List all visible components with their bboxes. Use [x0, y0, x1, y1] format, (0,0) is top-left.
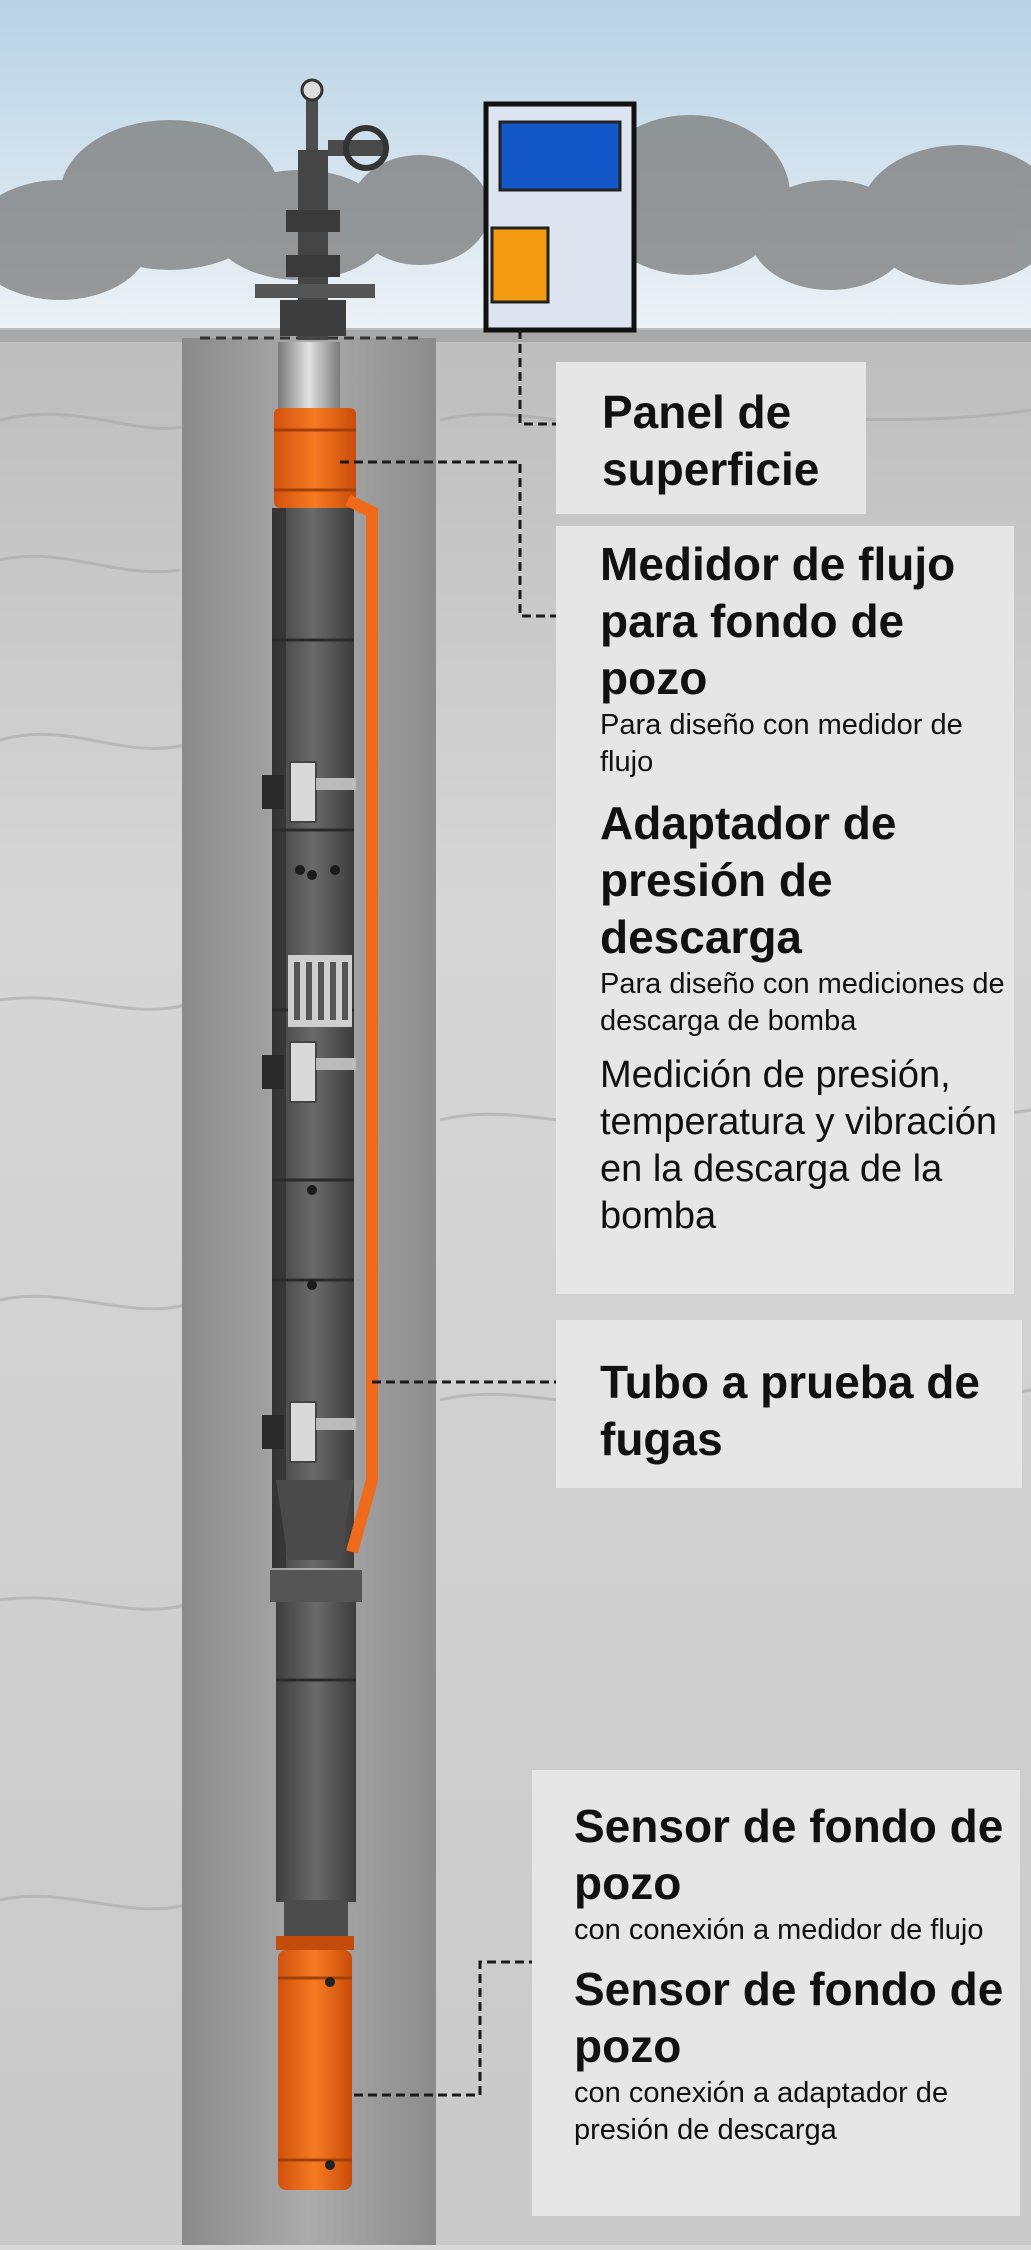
medidor-flujo-title: Medidor de flujo para fondo de pozo [600, 538, 956, 704]
tubo-fugas-title: Tubo a prueba de fugas [600, 1356, 980, 1465]
sensor-descarga-title: Sensor de fondo de pozo [574, 1963, 1004, 2072]
surface-panel-icon [486, 104, 634, 330]
sensor-flujo-subtitle: con conexión a medidor de flujo [574, 1914, 984, 1946]
label-tubo-fugas [556, 1320, 1022, 1488]
motor-base [284, 1900, 348, 1936]
panel-superficie-title: Panel de superficie [602, 386, 820, 495]
flow-meter [274, 408, 356, 508]
tubing-top [278, 342, 340, 414]
downhole-sensor [278, 1950, 352, 2190]
pressure-gauge-icon [302, 80, 322, 100]
label-medidor-adaptador [556, 526, 1014, 1294]
medidor-flujo-subtitle: Para diseño con medidor de flujo [600, 709, 963, 778]
motor [276, 1602, 356, 1902]
adaptador-presion-title: Adaptador de presión de descarga [600, 797, 897, 963]
sensor-descarga-subtitle: con conexión a adaptador de presión de descarga [574, 2077, 949, 2146]
adaptador-presion-description: Medición de presión, temperatura y vibración en la descarga de la bomba [600, 1054, 998, 1237]
seal-collar [270, 1570, 362, 1602]
adaptador-presion-subtitle: Para diseño con mediciones de descarga de bomba [600, 968, 1005, 1037]
intake-screen [288, 955, 352, 1027]
sensor-flujo-title: Sensor de fondo de pozo [574, 1800, 1004, 1909]
label-sensores [532, 1770, 1020, 2216]
label-panel-superficie [556, 362, 866, 514]
